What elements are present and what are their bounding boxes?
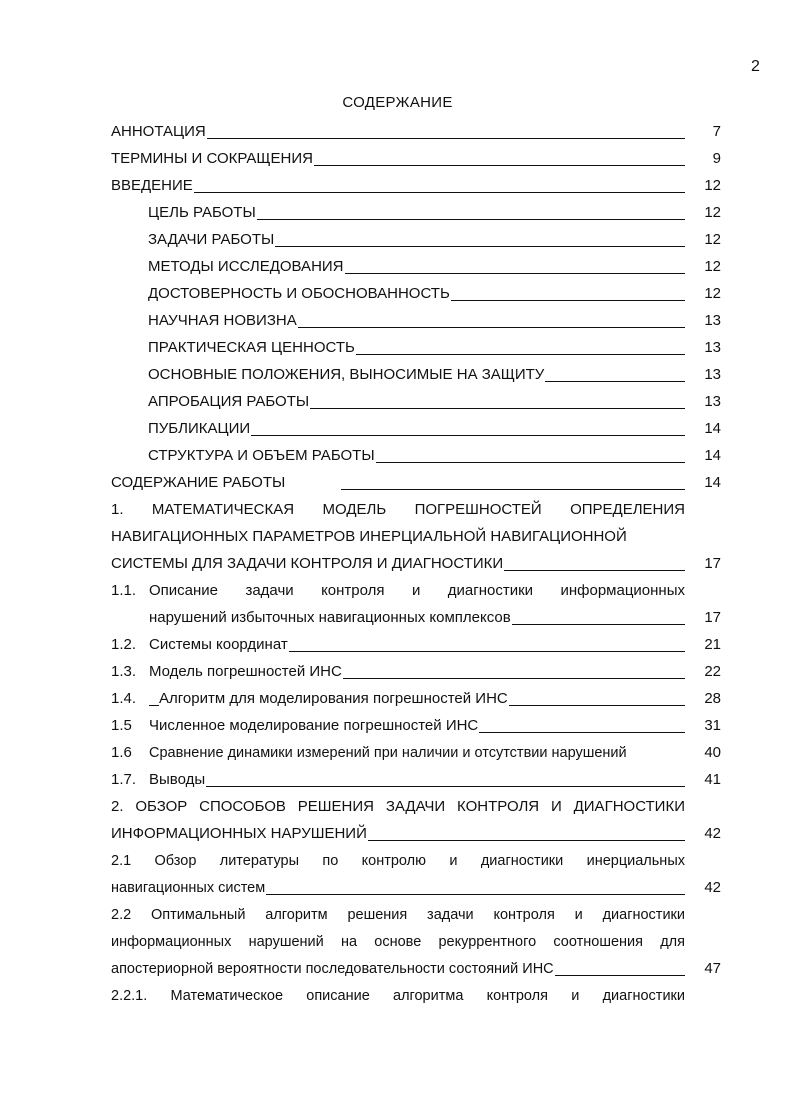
entry-page: 13 <box>704 393 721 410</box>
entry-page: 17 <box>704 609 721 626</box>
entry-page: 40 <box>704 744 721 761</box>
toc-entry-structure[interactable] <box>111 442 721 469</box>
toc-entry-s2-1-line1[interactable] <box>111 847 721 874</box>
entry-label: ЦЕЛЬ РАБОТЫ <box>148 204 256 221</box>
toc-entry-terms[interactable] <box>111 145 721 172</box>
entry-page: 13 <box>704 366 721 383</box>
entry-number: 1.7. <box>111 771 137 788</box>
entry-label: СТРУКТУРА И ОБЪЕМ РАБОТЫ <box>148 447 375 464</box>
entry-label: Системы координат <box>149 636 288 653</box>
entry-page: 47 <box>704 960 721 977</box>
entry-label: 2.2.1. Математическое описание алгоритма контроля и диагностики <box>111 988 685 1004</box>
toc-entry-s1-1-line1[interactable] <box>111 577 721 604</box>
entry-page: 41 <box>704 771 721 788</box>
entry-label: Алгоритм для моделирования погрешностей ИНС <box>159 690 508 707</box>
entry-label: ПУБЛИКАЦИИ <box>148 420 251 437</box>
entry-label: ОСНОВНЫЕ ПОЛОЖЕНИЯ, ВЫНОСИМЫЕ НА ЗАЩИТУ <box>148 366 545 383</box>
entry-label: МЕТОДЫ ИССЛЕДОВАНИЯ <box>148 258 344 275</box>
toc-entry-s1-2[interactable] <box>111 631 721 658</box>
entry-label: АННОТАЦИЯ <box>111 123 206 140</box>
entry-label: апостериорной вероятности последовательности состояний ИНС <box>111 961 554 977</box>
entry-label: нарушений избыточных навигационных комплексов <box>149 609 511 626</box>
entry-label: ТЕРМИНЫ И СОКРАЩЕНИЯ <box>111 150 313 167</box>
toc-entry-s1-3[interactable] <box>111 658 721 685</box>
entry-label: информационных нарушений на основе рекуррентного соотношения для <box>111 934 685 950</box>
toc-entry-s2-2-line3[interactable] <box>111 955 721 982</box>
toc-entry-s2-1-line2[interactable] <box>111 874 721 901</box>
toc-entry-goal[interactable] <box>111 199 721 226</box>
toc-entry-publications[interactable] <box>111 415 721 442</box>
entry-label: СИСТЕМЫ ДЛЯ ЗАДАЧИ КОНТРОЛЯ И ДИАГНОСТИКИ <box>111 555 504 572</box>
entry-page: 12 <box>704 204 721 221</box>
toc-entry-practical[interactable] <box>111 334 721 361</box>
entry-page: 12 <box>704 177 721 194</box>
toc-entry-ch2-line2[interactable] <box>111 820 721 847</box>
entry-label: ИНФОРМАЦИОННЫХ НАРУШЕНИЙ <box>111 825 367 842</box>
entry-page: 14 <box>704 474 721 491</box>
entry-page: 13 <box>704 339 721 356</box>
entry-page: 42 <box>704 879 721 896</box>
entry-label: Модель погрешностей ИНС <box>149 663 342 680</box>
toc-entry-ch2-line1[interactable] <box>111 793 721 820</box>
entry-page: 9 <box>712 150 721 167</box>
toc-entry-approbation[interactable] <box>111 388 721 415</box>
entry-label: АПРОБАЦИЯ РАБОТЫ <box>148 393 310 410</box>
toc-title: СОДЕРЖАНИЕ <box>342 94 453 111</box>
entry-page: 12 <box>704 285 721 302</box>
toc-entry-intro[interactable] <box>111 172 721 199</box>
entry-page: 14 <box>704 447 721 464</box>
leader-line <box>111 192 685 193</box>
toc-entry-validity[interactable] <box>111 280 721 307</box>
toc-entry-theses[interactable] <box>111 361 721 388</box>
entry-page: 42 <box>704 825 721 842</box>
entry-label: 2.2 Оптимальный алгоритм решения задачи контроля и диагностики <box>111 907 685 923</box>
toc-entry-content[interactable] <box>111 469 721 496</box>
toc-entry-tasks[interactable] <box>111 226 721 253</box>
entry-page: 21 <box>704 636 721 653</box>
toc-entry-ch1-line3[interactable] <box>111 550 721 577</box>
entry-number: 1.1. <box>111 582 137 599</box>
entry-number: 1.4. <box>111 690 137 707</box>
entry-page: 17 <box>704 555 721 572</box>
entry-label: ДОСТОВЕРНОСТЬ И ОБОСНОВАННОСТЬ <box>148 285 450 302</box>
entry-label: ЗАДАЧИ РАБОТЫ <box>148 231 275 248</box>
entry-page: 12 <box>704 258 721 275</box>
table-of-contents <box>111 118 721 1009</box>
entry-label: ВВЕДЕНИЕ <box>111 177 193 194</box>
toc-entry-s1-5[interactable] <box>111 712 721 739</box>
entry-label: Выводы <box>149 771 206 788</box>
entry-label: Сравнение динамики измерений при наличии и отсутствии нарушений <box>149 745 627 761</box>
entry-label: Описание задачи контроля и диагностики информационных <box>149 582 685 599</box>
toc-entry-s1-6[interactable] <box>111 739 721 766</box>
toc-entry-s2-2-line1[interactable] <box>111 901 721 928</box>
toc-entry-annotation[interactable] <box>111 118 721 145</box>
toc-entry-s2-2-line2[interactable] <box>111 928 721 955</box>
page-number: 2 <box>751 58 760 75</box>
entry-number: 1.5 <box>111 717 132 734</box>
toc-entry-s1-4[interactable] <box>111 685 721 712</box>
entry-number: 1.6 <box>111 744 132 761</box>
toc-entry-s2-2-1-line1[interactable] <box>111 982 721 1009</box>
entry-number: 1.3. <box>111 663 137 680</box>
entry-page: 13 <box>704 312 721 329</box>
entry-page: 12 <box>704 231 721 248</box>
entry-page: 7 <box>712 123 721 140</box>
entry-label: НАУЧНАЯ НОВИЗНА <box>148 312 297 329</box>
leader-line <box>149 786 685 787</box>
entry-label: ПРАКТИЧЕСКАЯ ЦЕННОСТЬ <box>148 339 355 356</box>
entry-label: 2.1 Обзор литературы по контролю и диагностики инерциальных <box>111 853 685 869</box>
entry-page: 14 <box>704 420 721 437</box>
entry-label: 2. ОБЗОР СПОСОБОВ РЕШЕНИЯ ЗАДАЧИ КОНТРОЛЯ И ДИАГНОСТИКИ <box>111 798 685 815</box>
toc-entry-ch1-line1[interactable] <box>111 496 721 523</box>
toc-entry-ch1-line2[interactable] <box>111 523 721 550</box>
entry-label: навигационных систем <box>111 880 266 896</box>
entry-label: СОДЕРЖАНИЕ РАБОТЫ <box>111 474 286 491</box>
entry-label: НАВИГАЦИОННЫХ ПАРАМЕТРОВ ИНЕРЦИАЛЬНОЙ НАВИГАЦИОННОЙ <box>111 528 627 545</box>
toc-entry-s1-1-line2[interactable] <box>111 604 721 631</box>
entry-page: 28 <box>704 690 721 707</box>
toc-entry-methods[interactable] <box>111 253 721 280</box>
toc-entry-s1-7[interactable] <box>111 766 721 793</box>
entry-label: 1. МАТЕМАТИЧЕСКАЯ МОДЕЛЬ ПОГРЕШНОСТЕЙ ОПРЕДЕЛЕНИЯ <box>111 501 685 518</box>
entry-number: 1.2. <box>111 636 137 653</box>
entry-page: 22 <box>704 663 721 680</box>
toc-entry-novelty[interactable] <box>111 307 721 334</box>
entry-label: Численное моделирование погрешностей ИНС <box>149 717 479 734</box>
entry-page: 31 <box>704 717 721 734</box>
leader-line <box>341 489 685 490</box>
